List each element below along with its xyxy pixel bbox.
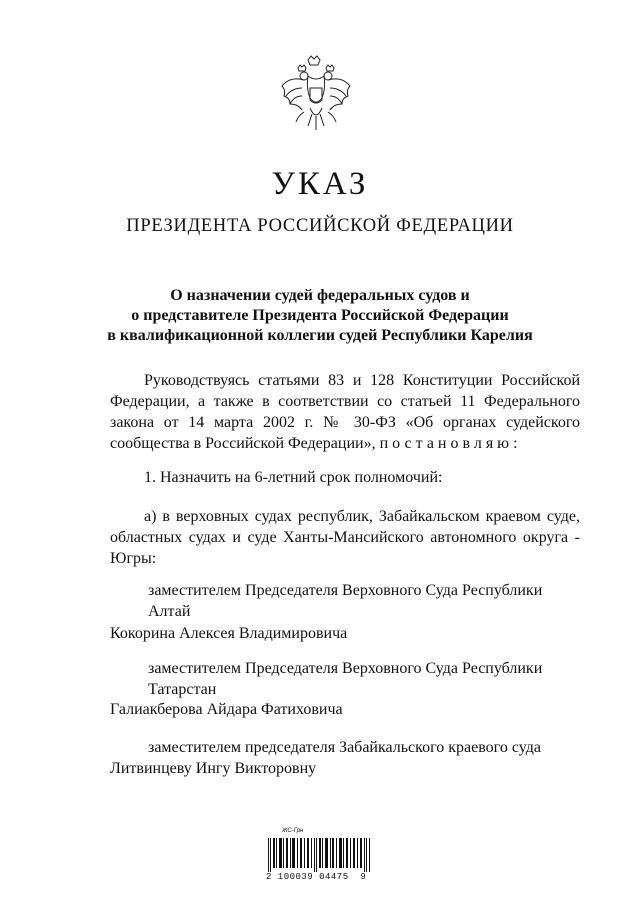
appointment-position: заместителем Председателя Верховного Суда Республики Алтай — [148, 582, 543, 620]
appointee-name: Кокорина Алексея Владимировича — [110, 625, 348, 642]
decree-heading-line: в квалификационной коллегии судей Республики Карелия — [107, 327, 533, 344]
subitem-a: а) в верховных судах республик, Забайкальском краевом суде, областных судах и суде Ханты-Мансийского автономного округа - Югры: — [110, 508, 580, 567]
appointee-name: Литвинцеву Ингу Викторовну — [110, 760, 317, 777]
appointee-name: Галиакберова Айдара Фатиховича — [110, 701, 343, 718]
item-1: 1. Назначить на 6-летний срок полномочий: — [144, 469, 443, 486]
barcode-icon — [268, 838, 370, 872]
decree-word: постановляю: — [379, 435, 522, 452]
barcode-number: 2 100039 04475 9 — [266, 872, 367, 882]
barcode-mark: ЖС-Грн — [282, 828, 304, 834]
appointment-position: заместителем председателя Забайкальского краевого суда — [148, 739, 541, 756]
russian-coat-of-arms-icon — [274, 54, 358, 148]
document-title: УКАЗ — [271, 166, 369, 202]
preamble-text: Руководствуясь статьями 83 и 128 Конституции Российской Федерации, а также в соответствии со статьей 11 Федерального закона от 14 марта 2002 г. № 30-ФЗ «Об органах судейского сообщества в Российской Федерации», — [110, 372, 580, 452]
document-subtitle: ПРЕЗИДЕНТА РОССИЙСКОЙ ФЕДЕРАЦИИ — [126, 216, 514, 236]
decree-heading — [60, 286, 580, 346]
decree-heading-line: о представителе Президента Российской Федерации — [131, 307, 509, 324]
appointment-position: заместителем Председателя Верховного Суда Республики Татарстан — [148, 660, 543, 698]
decree-heading-line: О назначении судей федеральных судов и — [170, 287, 470, 304]
preamble-paragraph — [110, 370, 580, 454]
barcode — [266, 828, 376, 886]
